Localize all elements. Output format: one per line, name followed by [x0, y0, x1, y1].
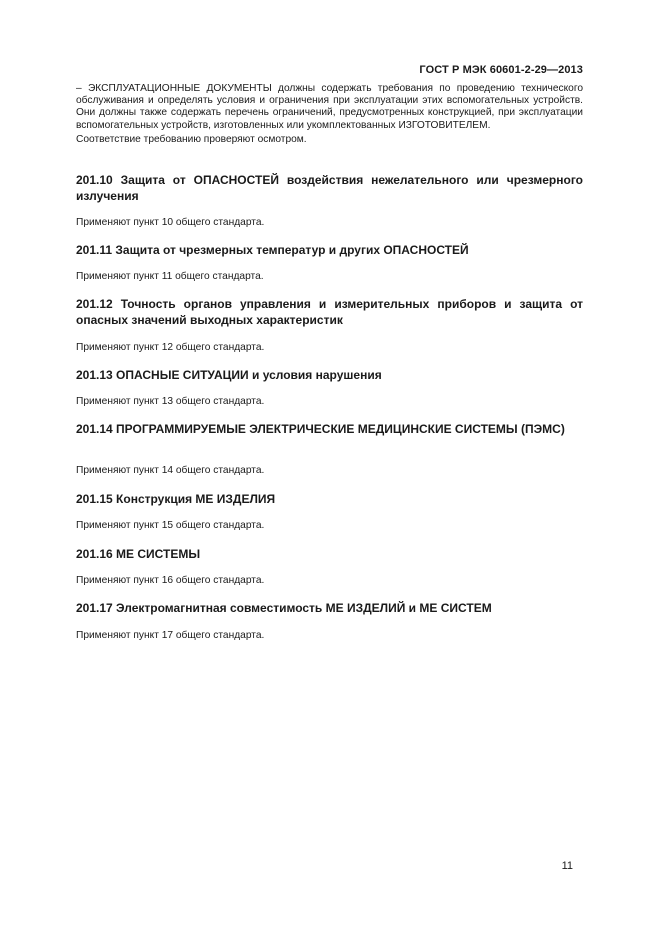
intro-check-note: Соответствие требованию проверяют осмотром.: [76, 133, 307, 145]
section-body-201-15: Применяют пункт 15 общего стандарта.: [76, 520, 265, 531]
section-title-201-17: 201.17 Электромагнитная совместимость МЕ ИЗДЕЛИЙ и МЕ СИСТЕМ: [76, 601, 492, 615]
section-title-201-14: 201.14 ПРОГРАММИРУЕМЫЕ ЭЛЕКТРИЧЕСКИЕ МЕДИЦИНСКИЕ СИСТЕМЫ (ПЭМС): [76, 422, 565, 436]
section-body-201-17: Применяют пункт 17 общего стандарта.: [76, 630, 265, 641]
document-header: ГОСТ Р МЭК 60601-2-29—2013: [419, 64, 583, 76]
section-title-201-10: 201.10 Защита от ОПАСНОСТЕЙ воздействия нежелательного или чрезмерного излучения: [76, 173, 583, 203]
section-title-201-16: 201.16 МЕ СИСТЕМЫ: [76, 547, 201, 561]
section-title-201-12: 201.12 Точность органов управления и измерительных приборов и защита от опасных значений выходных характеристик: [76, 297, 583, 327]
section-body-201-11: Применяют пункт 11 общего стандарта.: [76, 271, 264, 282]
page-number: 11: [561, 860, 573, 872]
section-title-201-13: 201.13 ОПАСНЫЕ СИТУАЦИИ и условия нарушения: [76, 368, 382, 382]
section-body-201-12: Применяют пункт 12 общего стандарта.: [76, 342, 265, 353]
section-body-201-10: Применяют пункт 10 общего стандарта.: [76, 217, 265, 228]
section-body-201-14: Применяют пункт 14 общего стандарта.: [76, 465, 265, 476]
intro-block: [76, 83, 583, 146]
section-body-201-16: Применяют пункт 16 общего стандарта.: [76, 575, 265, 586]
section-title-201-15: 201.15 Конструкция МЕ ИЗДЕЛИЯ: [76, 492, 276, 506]
section-title-201-11: 201.11 Защита от чрезмерных температур и других ОПАСНОСТЕЙ: [76, 243, 469, 257]
section-body-201-13: Применяют пункт 13 общего стандарта.: [76, 396, 265, 407]
intro-paragraph: – ЭКСПЛУАТАЦИОННЫЕ ДОКУМЕНТЫ должны содержать требования по проведению технического обслуживания и определять условия и ограничения при эксплуатации этих вспомогательных устройств. Они должны также содержать перечень ограничений, предусмотренных конструкцией, при эксплуатации вспомогательных устройств, изготовленных или укомплектованных ИЗГОТОВИТЕЛЕМ.: [76, 83, 583, 131]
